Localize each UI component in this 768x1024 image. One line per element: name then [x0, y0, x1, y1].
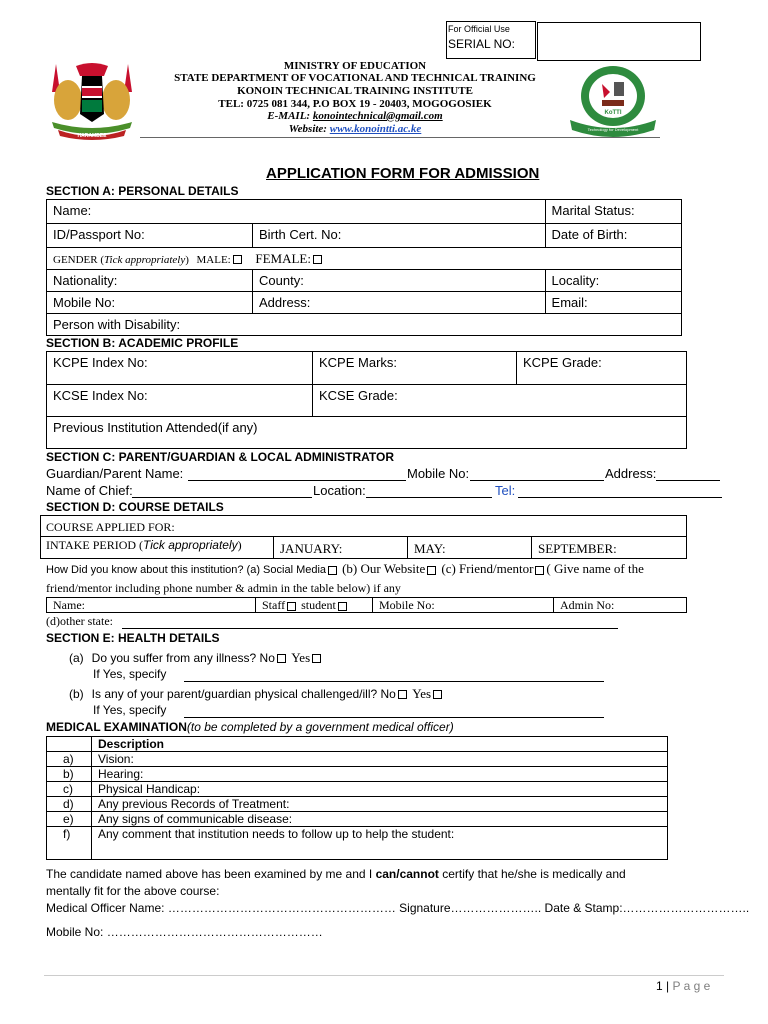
other-state-line[interactable] — [122, 628, 618, 629]
dob-field[interactable]: Date of Birth: — [545, 224, 681, 248]
serial-label: SERIAL NO: — [448, 37, 515, 51]
female-checkbox[interactable] — [313, 255, 322, 264]
section-e-heading: SECTION E: HEALTH DETAILS — [46, 631, 220, 645]
county-field[interactable]: County: — [253, 270, 546, 292]
other-state-label: (d)other state: — [46, 614, 113, 628]
medical-heading: MEDICAL EXAMINATION(to be completed by a government medical officer) — [46, 720, 454, 734]
medical-hearing-field[interactable]: Hearing: — [92, 767, 668, 782]
health-question-b: (b) Is any of your parent/guardian physical challenged/ill? No Yes — [69, 686, 444, 702]
name-field[interactable]: Name: — [47, 200, 546, 224]
medical-row-key: d) — [47, 797, 92, 812]
guardian-address-label: Address: — [605, 466, 657, 481]
footer-divider — [44, 975, 724, 976]
parent-ill-yes-checkbox[interactable] — [433, 690, 442, 699]
previous-institution-field[interactable]: Previous Institution Attended(if any) — [47, 417, 687, 449]
form-title: APPLICATION FORM FOR ADMISSION — [266, 165, 540, 182]
female-label: FEMALE: — [255, 251, 311, 266]
email-link[interactable]: konointechnical@gmail.com — [312, 110, 443, 122]
specify-a-label: If Yes, specify — [93, 667, 167, 681]
location-label: Location: — [313, 483, 366, 498]
mobile-field[interactable]: Mobile No: — [47, 292, 253, 314]
medical-row-key: b) — [47, 767, 92, 782]
section-d-heading: SECTION D: COURSE DETAILS — [46, 500, 224, 514]
specify-b-label: If Yes, specify — [93, 703, 167, 717]
website-checkbox[interactable] — [427, 566, 436, 575]
section-c-heading: SECTION C: PARENT/GUARDIAN & LOCAL ADMINISTRATOR — [46, 450, 394, 464]
marital-status-field[interactable]: Marital Status: — [545, 200, 681, 224]
crest-motto: HARAMBEE — [77, 133, 107, 139]
officer-signature-line[interactable]: Medical Officer Name: ………………………………………………… Signature………………….. Date & Stamp:………………………….. — [46, 901, 750, 915]
specify-a-line[interactable] — [184, 681, 604, 682]
location-line[interactable] — [366, 497, 492, 498]
illness-no-checkbox[interactable] — [277, 654, 286, 663]
nationality-field[interactable]: Nationality: — [47, 270, 253, 292]
friend-checkbox[interactable] — [535, 566, 544, 575]
id-passport-field[interactable]: ID/Passport No: — [47, 224, 253, 248]
section-a-heading: SECTION A: PERSONAL DETAILS — [46, 184, 239, 198]
medical-row-key: a) — [47, 752, 92, 767]
gender-label: GENDER (Tick appropriately) — [53, 254, 189, 266]
social-media-checkbox[interactable] — [328, 566, 337, 575]
referral-question-cont: friend/mentor including phone number & admin in the table below) if any — [46, 581, 401, 595]
intake-may[interactable]: MAY: — [408, 537, 532, 559]
specify-b-line[interactable] — [184, 717, 604, 718]
website-label: Website: — [288, 123, 327, 135]
intake-label: INTAKE PERIOD (Tick appropriately) — [41, 537, 274, 559]
gender-row — [47, 248, 682, 270]
official-use-label: For Official Use — [448, 24, 510, 34]
male-label: MALE: — [196, 254, 231, 266]
website-line — [140, 123, 570, 135]
medical-vision-field[interactable]: Vision: — [92, 752, 668, 767]
referral-table — [46, 597, 687, 613]
referral-mobile-field[interactable]: Mobile No: — [373, 598, 554, 613]
guardian-name-line[interactable] — [188, 480, 406, 481]
kcpe-marks-field[interactable]: KCPE Marks: — [313, 352, 517, 385]
department-title: STATE DEPARTMENT OF VOCATIONAL AND TECHNICAL TRAINING — [174, 72, 536, 84]
course-details-table — [40, 515, 687, 559]
chief-name-line[interactable] — [132, 497, 312, 498]
medical-table — [46, 736, 668, 860]
medical-comment-field[interactable]: Any comment that institution needs to follow up to help the student: — [92, 827, 668, 860]
tel-line[interactable] — [518, 497, 722, 498]
medical-handicap-field[interactable]: Physical Handicap: — [92, 782, 668, 797]
contact-tel: TEL: 0725 081 344, P.O BOX 19 - 20403, MOGOGOSIEK — [218, 98, 492, 110]
medical-disease-field[interactable]: Any signs of communicable disease: — [92, 812, 668, 827]
kcpe-grade-field[interactable]: KCPE Grade: — [517, 352, 687, 385]
website-link[interactable]: www.konointti.ac.ke — [329, 123, 422, 135]
page-number: 1 | P a g e — [656, 979, 711, 993]
course-applied-field[interactable]: COURSE APPLIED FOR: — [41, 516, 687, 537]
chief-label: Name of Chief: — [46, 483, 133, 498]
medical-row-key: c) — [47, 782, 92, 797]
contact-email-line — [140, 110, 570, 122]
birth-cert-field[interactable]: Birth Cert. No: — [253, 224, 546, 248]
referral-question: How Did you know about this institution? (a) Social Media (b) Our Website (c) Friend/mentor ( Give name of the — [46, 561, 644, 576]
certification-text: The candidate named above has been examined by me and I can/cannot certify that he/she is medically and mentally fit for the above course: — [46, 867, 626, 898]
medical-records-field[interactable]: Any previous Records of Treatment: — [92, 797, 668, 812]
medical-row-key: e) — [47, 812, 92, 827]
male-checkbox[interactable] — [233, 255, 242, 264]
institute-seal-icon — [566, 62, 660, 140]
kcse-index-field[interactable]: KCSE Index No: — [47, 385, 313, 417]
tel-label: Tel: — [495, 483, 516, 498]
email-label: E-MAIL: — [267, 110, 311, 122]
guardian-label: Guardian/Parent Name: — [46, 466, 184, 481]
section-b-heading: SECTION B: ACADEMIC PROFILE — [46, 336, 239, 350]
ministry-title: MINISTRY OF EDUCATION — [283, 60, 427, 72]
email-field[interactable]: Email: — [545, 292, 681, 314]
seal-short-name: KoTTI — [604, 110, 622, 116]
address-field[interactable]: Address: — [253, 292, 546, 314]
disability-field[interactable]: Person with Disability: — [47, 314, 682, 336]
personal-details-table — [46, 199, 682, 336]
official-use-box — [446, 21, 536, 59]
officer-mobile-line[interactable]: Mobile No: ……………………………………………… — [46, 925, 323, 939]
intake-january[interactable]: JANUARY: — [274, 537, 408, 559]
parent-ill-no-checkbox[interactable] — [398, 690, 407, 699]
guardian-mobile-label: Mobile No: — [407, 466, 470, 481]
student-checkbox[interactable] — [338, 602, 347, 611]
medical-row-key: f) — [47, 827, 92, 860]
medical-header-blank — [47, 737, 92, 752]
staff-checkbox[interactable] — [287, 602, 296, 611]
kenya-coat-of-arms-icon — [46, 62, 138, 140]
referral-name-field[interactable]: Name: — [47, 598, 256, 613]
illness-yes-checkbox[interactable] — [312, 654, 321, 663]
medical-desc-header: Description — [92, 737, 668, 752]
intake-september[interactable]: SEPTEMBER: — [532, 537, 687, 559]
kcpe-index-field[interactable]: KCPE Index No: — [47, 352, 313, 385]
kcse-grade-field[interactable]: KCSE Grade: — [313, 385, 687, 417]
seal-motto: Technology for Development — [587, 127, 639, 132]
academic-profile-table — [46, 351, 687, 449]
referral-type-cell: Staff student — [256, 598, 373, 613]
locality-field[interactable]: Locality: — [545, 270, 681, 292]
institute-title: KONOIN TECHNICAL TRAINING INSTITUTE — [237, 85, 473, 97]
guardian-mobile-line[interactable] — [470, 480, 604, 481]
guardian-address-line[interactable] — [656, 480, 720, 481]
referral-admin-field[interactable]: Admin No: — [554, 598, 687, 613]
serial-number-field[interactable] — [537, 22, 701, 61]
health-question-a: (a) Do you suffer from any illness? No Yes — [69, 650, 323, 666]
